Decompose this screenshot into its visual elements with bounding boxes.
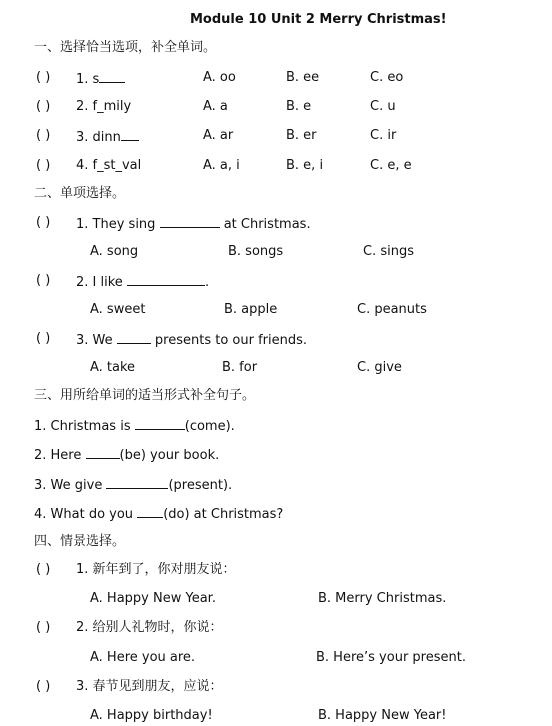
section-4-heading: 四、情景选择。 (34, 534, 126, 549)
answer-paren: ( ) (36, 331, 51, 346)
option-a: A. Happy New Year. (90, 591, 216, 606)
question-4-2: 2. 给别人礼物时，你说： (76, 620, 223, 635)
sentence-3-1: 1. Christmas is (come). (34, 419, 235, 434)
question-1-3: 3. dinn (76, 128, 139, 146)
answer-paren: ( ) (36, 679, 51, 694)
answer-paren: ( ) (36, 128, 51, 143)
page-title: Module 10 Unit 2 Merry Christmas! (190, 12, 447, 27)
option-a: A. oo (203, 70, 236, 85)
option-c: C. ir (370, 128, 397, 143)
option-b: B. Here’s your present. (316, 650, 466, 665)
option-a: A. Here you are. (90, 650, 196, 665)
option-a: A. a (203, 99, 228, 114)
answer-paren: ( ) (36, 620, 51, 635)
answer-paren: ( ) (36, 215, 51, 230)
question-1-2: 2. f_mily (76, 99, 132, 114)
option-a: A. a, i (203, 158, 240, 173)
question-1-4: 4. f_st_val (76, 158, 142, 173)
option-a: A. take (90, 360, 136, 375)
option-a: A. song (90, 244, 139, 259)
answer-paren: ( ) (36, 99, 51, 114)
question-4-1: 1. 新年到了，你对朋友说： (76, 562, 236, 577)
option-b: B. Merry Christmas. (318, 591, 447, 606)
answer-paren: ( ) (36, 70, 51, 85)
sentence-3-4: 4. What do you (do) at Christmas? (34, 507, 284, 522)
option-b: B. ee (286, 70, 320, 85)
option-a: A. Happy birthday! (90, 708, 213, 723)
option-c: C. u (370, 99, 396, 114)
answer-paren: ( ) (36, 158, 51, 173)
option-c: C. eo (370, 70, 404, 85)
option-a: A. ar (203, 128, 234, 143)
question-4-3: 3. 春节见到朋友，应说： (76, 679, 223, 694)
section-2-heading: 二、单项选择。 (34, 186, 126, 201)
question-2-2: 2. I like . (76, 275, 210, 290)
option-b: B. apple (224, 302, 278, 317)
option-c: C. give (357, 360, 402, 375)
section-3-heading: 三、用所给单词的适当形式补全句子。 (34, 388, 256, 403)
section-1-heading: 一、选择恰当选项，补全单词。 (34, 40, 217, 55)
sentence-3-3: 3. We give (present). (34, 478, 233, 493)
option-c: C. sings (363, 244, 414, 259)
question-2-1: 1. They sing at Christmas. (76, 217, 311, 232)
option-b: B. for (222, 360, 258, 375)
option-c: C. e, e (370, 158, 412, 173)
option-b: B. er (286, 128, 317, 143)
question-1-1: 1. s (76, 70, 125, 88)
answer-paren: ( ) (36, 562, 51, 577)
option-b: B. e (286, 99, 312, 114)
option-b: B. Happy New Year! (318, 708, 447, 723)
question-2-3: 3. We presents to our friends. (76, 333, 308, 348)
option-c: C. peanuts (357, 302, 427, 317)
sentence-3-2: 2. Here (be) your book. (34, 448, 220, 463)
option-a: A. sweet (90, 302, 146, 317)
option-b: B. songs (228, 244, 284, 259)
answer-paren: ( ) (36, 273, 51, 288)
option-b: B. e, i (286, 158, 324, 173)
